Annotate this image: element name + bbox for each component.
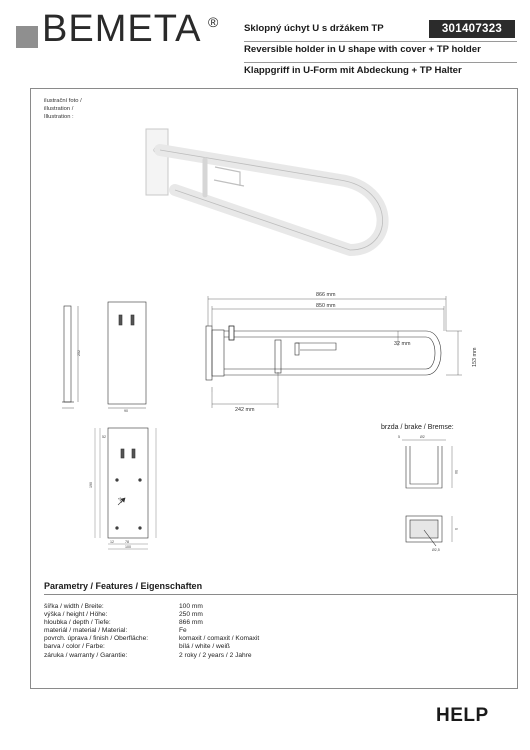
param-value: 2 roky / 2 years / 2 Jahre	[179, 651, 252, 659]
registered-mark: ®	[208, 14, 219, 30]
plate-dim-label: 100	[125, 545, 131, 549]
brake-detail-bottom	[406, 516, 452, 546]
title-cz: Sklopný úchyt U s držákem TP	[244, 23, 384, 34]
brake-dim: Ø2,5	[432, 548, 440, 552]
param-label: povrch. úprava / finish / Oberfläche:	[44, 635, 149, 643]
rail-top-view	[206, 326, 441, 392]
side-elevation	[62, 306, 78, 408]
rail-dimension-lines	[208, 296, 462, 408]
params-divider	[44, 594, 518, 595]
product-code-badge: 301407323	[429, 20, 515, 38]
param-label: záruka / warranty / Garantie:	[44, 651, 128, 659]
title-en: Reversible holder in U shape with cover + TP holder	[244, 44, 481, 55]
param-label: hloubka / depth / Tiefe:	[44, 619, 111, 627]
param-label: barva / color / Farbe:	[44, 643, 105, 651]
plate-dimension-lines	[95, 428, 156, 549]
param-value: komaxit / comaxit / Komaxit	[179, 635, 260, 643]
dim-tube-diameter: 32 mm	[394, 341, 411, 347]
plate-dim-label: 52	[102, 435, 106, 439]
params-title: Parametry / Features / Eigenschaften	[44, 581, 203, 591]
param-value: 866 mm	[179, 619, 203, 627]
dim-rail-length: 850 mm	[316, 303, 336, 309]
plate-dim-label: 245	[117, 496, 124, 504]
dim-mount-offset: 242 mm	[235, 407, 255, 413]
param-value: 100 mm	[179, 603, 203, 610]
help-label: HELP	[436, 705, 489, 726]
product-illustration	[146, 129, 383, 250]
brake-title: brzda / brake / Bremse:	[381, 424, 454, 431]
plate-dim-label: 12	[110, 540, 114, 544]
brand-logo: BEMETA	[42, 8, 202, 50]
param-value: bílá / white / weiß	[179, 643, 230, 651]
plate-dim-label: 78	[125, 540, 129, 544]
param-label: výška / height / Höhe:	[44, 611, 108, 619]
dim-height: 153 mm	[472, 347, 478, 367]
plate-width-label: 90	[124, 409, 128, 413]
param-label: materiál / material / Material:	[44, 627, 128, 635]
brake-dim: 5	[398, 435, 400, 439]
param-label: šířka / width / Breite:	[44, 603, 104, 610]
brake-dim: Ø2	[420, 435, 425, 439]
plate-dim-label: 190	[89, 482, 93, 488]
dim-overall-depth: 866 mm	[316, 292, 336, 298]
brake-dim: 50	[454, 470, 458, 474]
title-de: Klappgriff in U-Form mit Abdeckung + TP Halter	[244, 65, 462, 76]
front-plate	[108, 302, 146, 408]
brake-detail-top	[402, 440, 452, 488]
illustration-label: ilustrační foto / illustration / Illustration :	[44, 98, 82, 120]
side-height-label: 252	[77, 350, 81, 356]
brake-dim: 5	[454, 528, 458, 530]
param-value: 250 mm	[179, 611, 203, 619]
mounting-plate-detail	[108, 428, 148, 538]
param-value: Fe	[179, 627, 187, 635]
